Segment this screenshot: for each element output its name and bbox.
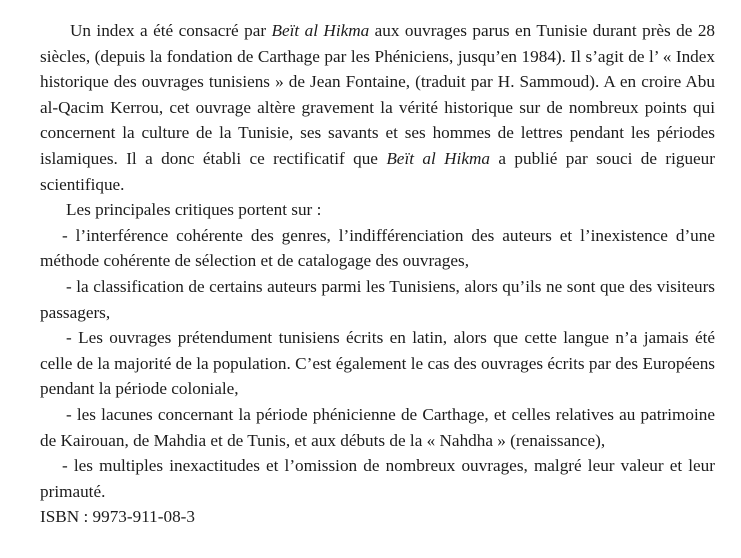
intro-text-1: Un index a été consacré par <box>70 21 272 40</box>
critique-item: - les multiples inexactitudes et l’omission de nombreux ouvrages, malgré leur valeur et leur primauté. <box>40 456 715 501</box>
isbn-line: ISBN : 9973-911-08-3 <box>40 507 195 527</box>
publisher-title-2: Beït al Hikma <box>386 148 490 168</box>
critique-item: - la classification de certains auteurs parmi les Tunisiens, alors qu’ils ne sont que des visiteurs passagers, <box>40 276 715 322</box>
critique-item: - Les ouvrages prétendument tunisiens écrits en latin, alors que cette langue n’a jamais été celle de la majorité de la population. C’est également le cas des ouvrages écrits par des Européens pendant la période coloniale, <box>40 328 715 399</box>
critiques-heading: Les principales critiques portent sur : <box>66 200 322 220</box>
publisher-title-1: Beït al Hikma <box>271 21 370 40</box>
critique-item: - les lacunes concernant la période phénicienne de Carthage, et celles relatives au patrimoine de Kairouan, de Mahdia et de Tunis, et aux débuts de la « Nahdha » (renaissance), <box>40 404 715 450</box>
intro-paragraph <box>40 18 715 197</box>
intro-text-3: a publié par souci de rigueur scientifique. <box>40 148 715 194</box>
document-body <box>40 18 715 530</box>
intro-text-2: aux ouvrages parus en Tunisie durant près de 28 siècles, (depuis la fondation de Carthage par les Phéniciens, jusqu’en 1984). Il s’agit de l’ « Index historique des ouvrages tunisiens » de Jean Fontaine, (traduit par H. Sammoud). A en croire Abu al-Qacim Kerrou, cet ouvrage altère gravement la vérité historique sur de nombreux points qui concernent la culture de la Tunisie, ses savants et ses hommes de lettres pendant les périodes islamiques. Il a donc établi ce rectificatif que <box>40 21 716 168</box>
critique-item: - l’interférence cohérente des genres, l’indifférenciation des auteurs et l’inexistence d’une méthode cohérente de sélection et de catalogage des ouvrages, <box>40 225 715 271</box>
